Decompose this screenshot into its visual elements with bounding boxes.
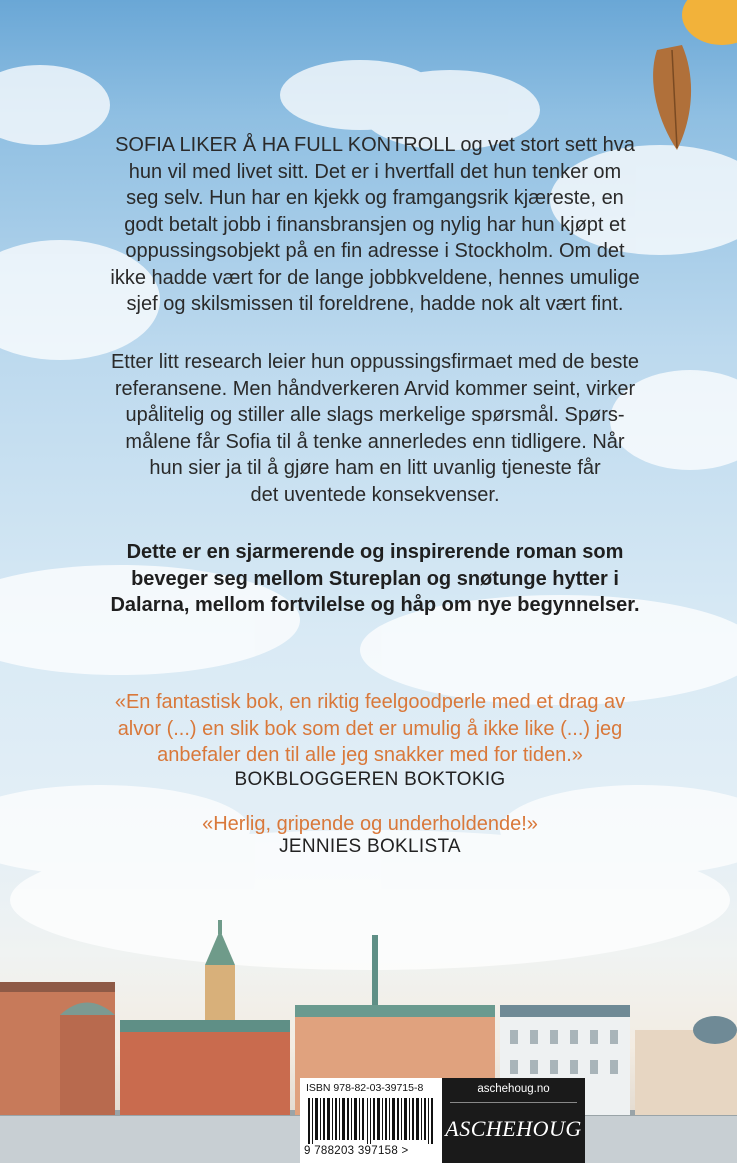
barcode-digits: 9 788203 397158 > bbox=[304, 1145, 409, 1157]
text-line: oppussingsobjekt på en fin adresse i Stockholm. Om det bbox=[125, 240, 625, 262]
publisher-url[interactable]: aschehoug.no bbox=[477, 1083, 550, 1095]
text-line: hun sier ja til å gjøre ham en litt uvanlig tjeneste får bbox=[149, 457, 601, 479]
text-line: sjef og skilsmissen til foreldrene, hadde nok alt vært fint. bbox=[126, 293, 624, 315]
review-quote-1 bbox=[60, 689, 680, 769]
text-line: seg selv. Hun har en kjekk og framgangsrik kjæreste, en bbox=[126, 187, 624, 209]
text-line: upålitelig og stiller alle slags merkelige spørsmål. Spørs- bbox=[125, 404, 625, 426]
text-line: alvor (...) en slik bok som det er umulig å ikke like (...) jeg bbox=[117, 717, 623, 740]
review-source-2: JENNIES BOKLISTA bbox=[279, 836, 461, 857]
publisher-logo: ASCHEHOUG bbox=[445, 1116, 582, 1141]
text-line: anbefaler den til alle jeg snakker med for tiden.» bbox=[157, 744, 583, 766]
text-line: beveger seg mellom Stureplan og snøtunge hytter i bbox=[131, 567, 619, 590]
text-line: Dette er en sjarmerende og inspirerende roman som bbox=[126, 541, 624, 563]
text-line: hun vil med livet sitt. Det er i hvertfall det hun tenker om bbox=[128, 160, 622, 183]
text-line: SOFIA LIKER Å HA FULL KONTROLL og vet stort sett hva bbox=[115, 134, 635, 156]
publisher-divider bbox=[450, 1102, 577, 1103]
blurb-paragraph-1 bbox=[80, 132, 670, 318]
text-line: målene får Sofia til å tenke annerledes enn tidligere. Når bbox=[125, 430, 625, 453]
blurb-summary-bold bbox=[80, 539, 670, 619]
text-line: referansene. Men håndverkeren Arvid kommer seint, virker bbox=[114, 377, 636, 400]
isbn-number: ISBN 978-82-03-39715-8 bbox=[306, 1082, 424, 1094]
review-quote-2 bbox=[60, 811, 680, 838]
review-source-1: BOKBLOGGEREN BOKTOKIG bbox=[234, 769, 506, 790]
text-line: ikke hadde vært for de lange jobbkveldene, hennes umulige bbox=[110, 266, 640, 289]
text-line: «Herlig, gripende og underholdende!» bbox=[202, 813, 538, 835]
blurb-paragraph-2 bbox=[80, 349, 670, 508]
barcode-icon bbox=[306, 1098, 436, 1144]
text-line: Etter litt research leier hun oppussingsfirmaet med de beste bbox=[110, 351, 640, 373]
publisher-badge bbox=[442, 1078, 585, 1163]
text-line: Dalarna, mellom fortvilelse og håp om nye begynnelser. bbox=[110, 594, 640, 616]
text-line: det uventede konsekvenser. bbox=[250, 483, 500, 506]
isbn-barcode-label bbox=[300, 1078, 442, 1163]
text-line: godt betalt jobb i finansbransjen og nylig har hun kjøpt et bbox=[124, 213, 626, 236]
text-line: «En fantastisk bok, en riktig feelgoodperle med et drag av bbox=[114, 691, 626, 713]
